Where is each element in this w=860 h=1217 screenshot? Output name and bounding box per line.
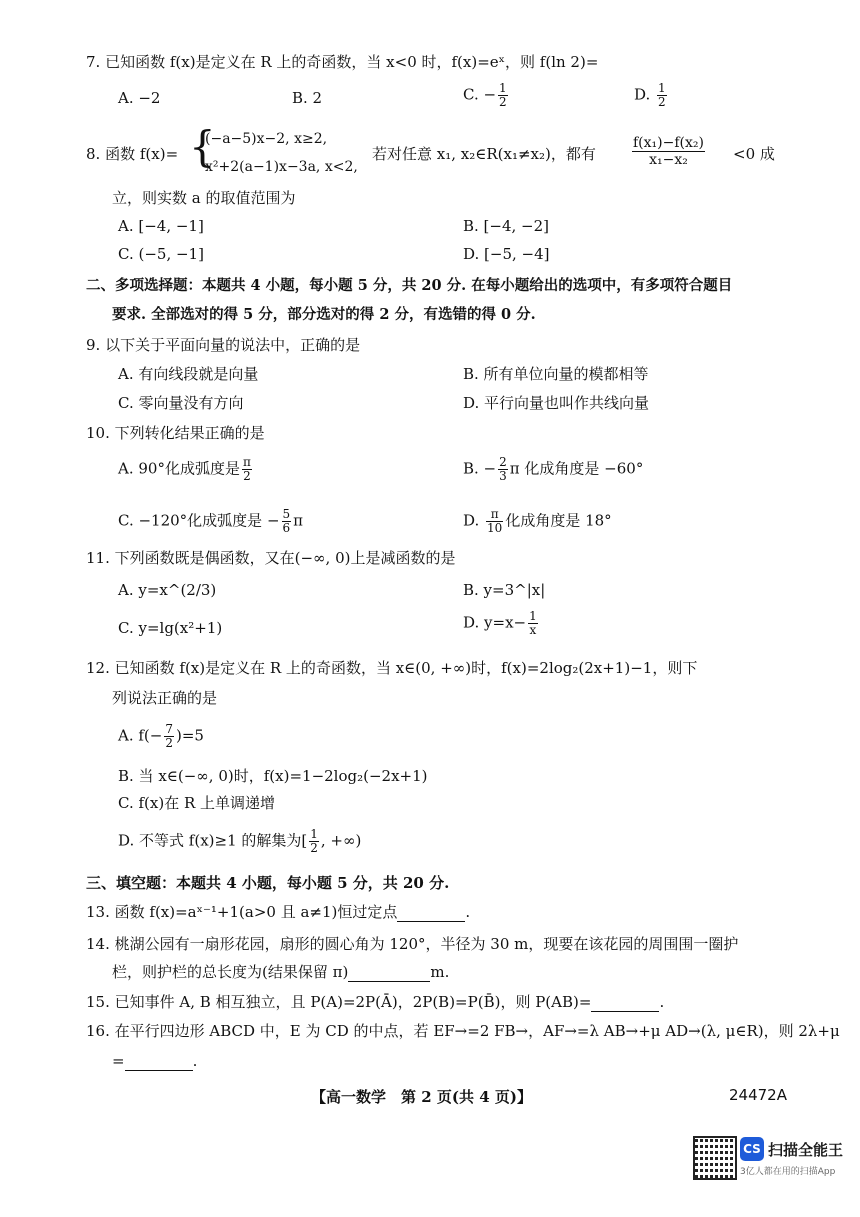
q7-option-c: C. − $\frac{1}{2}$ <box>463 81 507 109</box>
section-2-heading: 二、多项选择题：本题共 4 小题，每小题 5 分，共 20 分. 在每小题给出的选项中，有多项符合题目 <box>86 277 733 294</box>
q8-option-b: B. [−4, −2] <box>463 217 550 235</box>
q11-option-a: A. y=x^(2/3) <box>118 581 217 599</box>
q9-option-c: C. 零向量没有方向 <box>118 394 244 412</box>
q12-option-c: C. f(x)在 R 上单调递增 <box>118 794 276 812</box>
q11-option-d: D. y=x− $\frac{1}{x}$ <box>463 609 537 637</box>
q11-option-b: B. y=3^|x| <box>463 581 546 599</box>
qr-code-icon <box>693 1136 737 1180</box>
q7-stem: 7. 已知函数 f(x)是定义在 R 上的奇函数，当 x<0 时，f(x)=eˣ，则 f(ln 2)= <box>86 53 599 71</box>
q16-blank[interactable] <box>125 1054 193 1071</box>
q16-line-2: = . <box>112 1052 198 1070</box>
q8-case-2: x²+2(a−1)x−3a, x<2, <box>205 159 358 175</box>
section-2-note: 要求. 全部选对的得 5 分，部分选对的得 2 分，有选错的得 0 分. <box>112 306 536 323</box>
q9-stem: 9. 以下关于平面向量的说法中，正确的是 <box>86 336 361 354</box>
q8-brace: { <box>189 122 216 171</box>
q8-condition: 若对任意 x₁, x₂∈R(x₁≠x₂)，都有 <box>372 145 596 163</box>
q9-option-b: B. 所有单位向量的模都相等 <box>463 365 649 383</box>
q7-option-b: B. 2 <box>292 89 323 107</box>
q12-option-b: B. 当 x∈(−∞, 0)时，f(x)=1−2log₂(−2x+1) <box>118 767 428 785</box>
q9-option-a: A. 有向线段就是向量 <box>118 365 259 383</box>
camscanner-name: 扫描全能王 <box>768 1141 844 1159</box>
q12-line-2: 列说法正确的是 <box>112 689 218 707</box>
q14-blank[interactable] <box>348 965 430 982</box>
q8-option-a: A. [−4, −1] <box>118 217 204 235</box>
q9-option-d: D. 平行向量也叫作共线向量 <box>463 394 650 412</box>
q13-blank[interactable] <box>397 905 465 922</box>
page-footer: 【高一数学 第 2 页(共 4 页)】 <box>311 1088 532 1106</box>
q11-option-c: C. y=lg(x²+1) <box>118 619 223 637</box>
q8-case-1: (−a−5)x−2, x≥2, <box>205 131 328 147</box>
q13-text: 13. 函数 f(x)=aˣ⁻¹+1(a>0 且 a≠1)恒过定点 . <box>86 903 471 921</box>
q12-line-1: 12. 已知函数 f(x)是定义在 R 上的奇函数，当 x∈(0, +∞)时，f(x)=2log₂(2x+1)−1，则下 <box>86 659 698 677</box>
q10-option-c: C. −120°化成弧度是 − $\frac{5}{6}$ π <box>118 507 304 535</box>
q7-option-d: D. $\frac{1}{2}$ <box>634 81 666 109</box>
q10-stem: 10. 下列转化结果正确的是 <box>86 424 265 442</box>
q12-option-a: A. f(− $\frac{7}{2}$ )=5 <box>118 722 204 750</box>
q15-blank[interactable] <box>591 995 659 1012</box>
q8-option-c: C. (−5, −1] <box>118 245 204 263</box>
q10-option-b: B. − $\frac{2}{3}$ π 化成角度是 −60° <box>463 455 644 483</box>
q8-tail: <0 成 <box>733 145 775 163</box>
q12-option-d: D. 不等式 f(x)≥1 的解集为[ $\frac{1}{2}$ , +∞) <box>118 827 362 855</box>
q15-text: 15. 已知事件 A, B 相互独立，且 P(A)=2P(Ā)，2P(B)=P(B̄)，则 P(AB)= . <box>86 993 665 1011</box>
q10-option-a: A. 90°化成弧度是 $\frac{\pi}{2}$ <box>118 455 251 483</box>
camscanner-tagline: 3亿人都在用的扫描App <box>740 1167 836 1177</box>
q11-stem: 11. 下列函数既是偶函数，又在(−∞, 0)上是减函数的是 <box>86 549 456 567</box>
q8-option-d: D. [−5, −4] <box>463 245 550 263</box>
q14-line-2: 栏，则护栏的总长度为(结果保留 π) m. <box>112 963 450 981</box>
q14-line-1: 14. 桃湖公园有一扇形花园，扇形的圆心角为 120°，半径为 30 m，现要在该花园的周围围一圈护 <box>86 935 739 953</box>
paper-code: 24472A <box>729 1086 787 1104</box>
q10-option-d: D. $\frac{\pi}{10}$ 化成角度是 18° <box>463 507 612 535</box>
camscanner-logo-icon: CS <box>740 1137 764 1161</box>
q8-prefix: 8. 函数 f(x)= <box>86 145 179 163</box>
q7-option-a: A. −2 <box>118 89 161 107</box>
q8-fraction: $\frac{\text{f(x₁)−f(x₂)}}{\text{x₁−x₂}}$ <box>633 135 704 168</box>
section-3-heading: 三、填空题：本题共 4 小题，每小题 5 分，共 20 分. <box>86 874 450 892</box>
q8-line-2: 立，则实数 a 的取值范围为 <box>112 189 296 207</box>
q16-line-1: 16. 在平行四边形 ABCD 中，E 为 CD 的中点，若 EF→=2 FB→，AF→=λ AB→+μ AD→(λ, μ∈R)，则 2λ+μ <box>86 1022 840 1040</box>
